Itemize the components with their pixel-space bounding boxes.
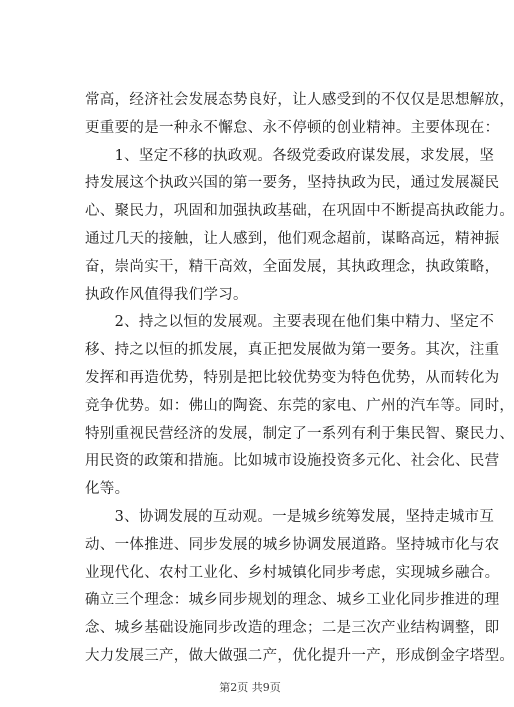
text-line: 确立三个理念：城乡同步规划的理念、城乡工业化同步推进的理 bbox=[85, 592, 500, 609]
text-line: 更重要的是一种永不懈怠、永不停顿的创业精神。主要体现在： bbox=[85, 119, 500, 136]
text-line: 执政作风值得我们学习。 bbox=[85, 286, 248, 303]
document-body bbox=[85, 87, 514, 671]
text-line: 3、协调发展的互动观。一是城乡统筹发展，坚持走城市互 bbox=[85, 508, 495, 525]
page-number-footer: 第2页 共9页 bbox=[219, 681, 281, 694]
paragraph bbox=[85, 309, 514, 504]
text-line: 大力发展三产，做大做强二产，优化提升一产，形成倒金字塔型。 bbox=[85, 647, 514, 664]
text-line: 通过几天的接触，让人感到，他们观念超前，谋略高远，精神振 bbox=[85, 230, 500, 247]
text-line: 竞争优势。如：佛山的陶瓷、东莞的家电、广州的汽车等。同时， bbox=[85, 397, 514, 414]
text-line: 化等。 bbox=[85, 481, 130, 498]
text-line: 1、坚定不移的执政观。各级党委政府谋发展，求发展，坚 bbox=[85, 147, 495, 164]
text-line: 持发展这个执政兴国的第一要务，坚持执政为民，通过发展凝民 bbox=[85, 175, 500, 192]
text-line: 业现代化、农村工业化、乡村城镇化同步考虑，实现城乡融合。 bbox=[85, 564, 500, 581]
text-line: 移、持之以恒的抓发展，真正把发展做为第一要务。其次，注重 bbox=[85, 342, 500, 359]
text-line: 动、一体推进、同步发展的城乡协调发展道路。坚持城市化与农 bbox=[85, 536, 500, 553]
paragraph bbox=[85, 143, 514, 310]
text-line: 常高，经济社会发展态势良好，让人感受到的不仅仅是思想解放， bbox=[85, 92, 514, 108]
paragraph bbox=[85, 504, 514, 671]
text-line: 特别重视民营经济的发展，制定了一系列有利于集民智、聚民力、 bbox=[85, 425, 514, 442]
paragraph bbox=[85, 87, 514, 143]
text-line: 用民资的政策和措施。比如城市设施投资多元化、社会化、民营 bbox=[85, 453, 500, 470]
text-line: 奋，崇尚实干，精干高效，全面发展，其执政理念，执政策略， bbox=[85, 258, 500, 275]
text-line: 念、城乡基础设施同步改造的理念；二是三次产业结构调整，即 bbox=[85, 620, 500, 637]
text-line: 发挥和再造优势，特别是把比较优势变为特色优势，从而转化为 bbox=[85, 369, 500, 386]
text-line: 心、聚民力，巩固和加强执政基础，在巩固中不断提高执政能力。 bbox=[85, 203, 514, 220]
text-line: 2、持之以恒的发展观。主要表现在他们集中精力、坚定不 bbox=[85, 314, 495, 331]
